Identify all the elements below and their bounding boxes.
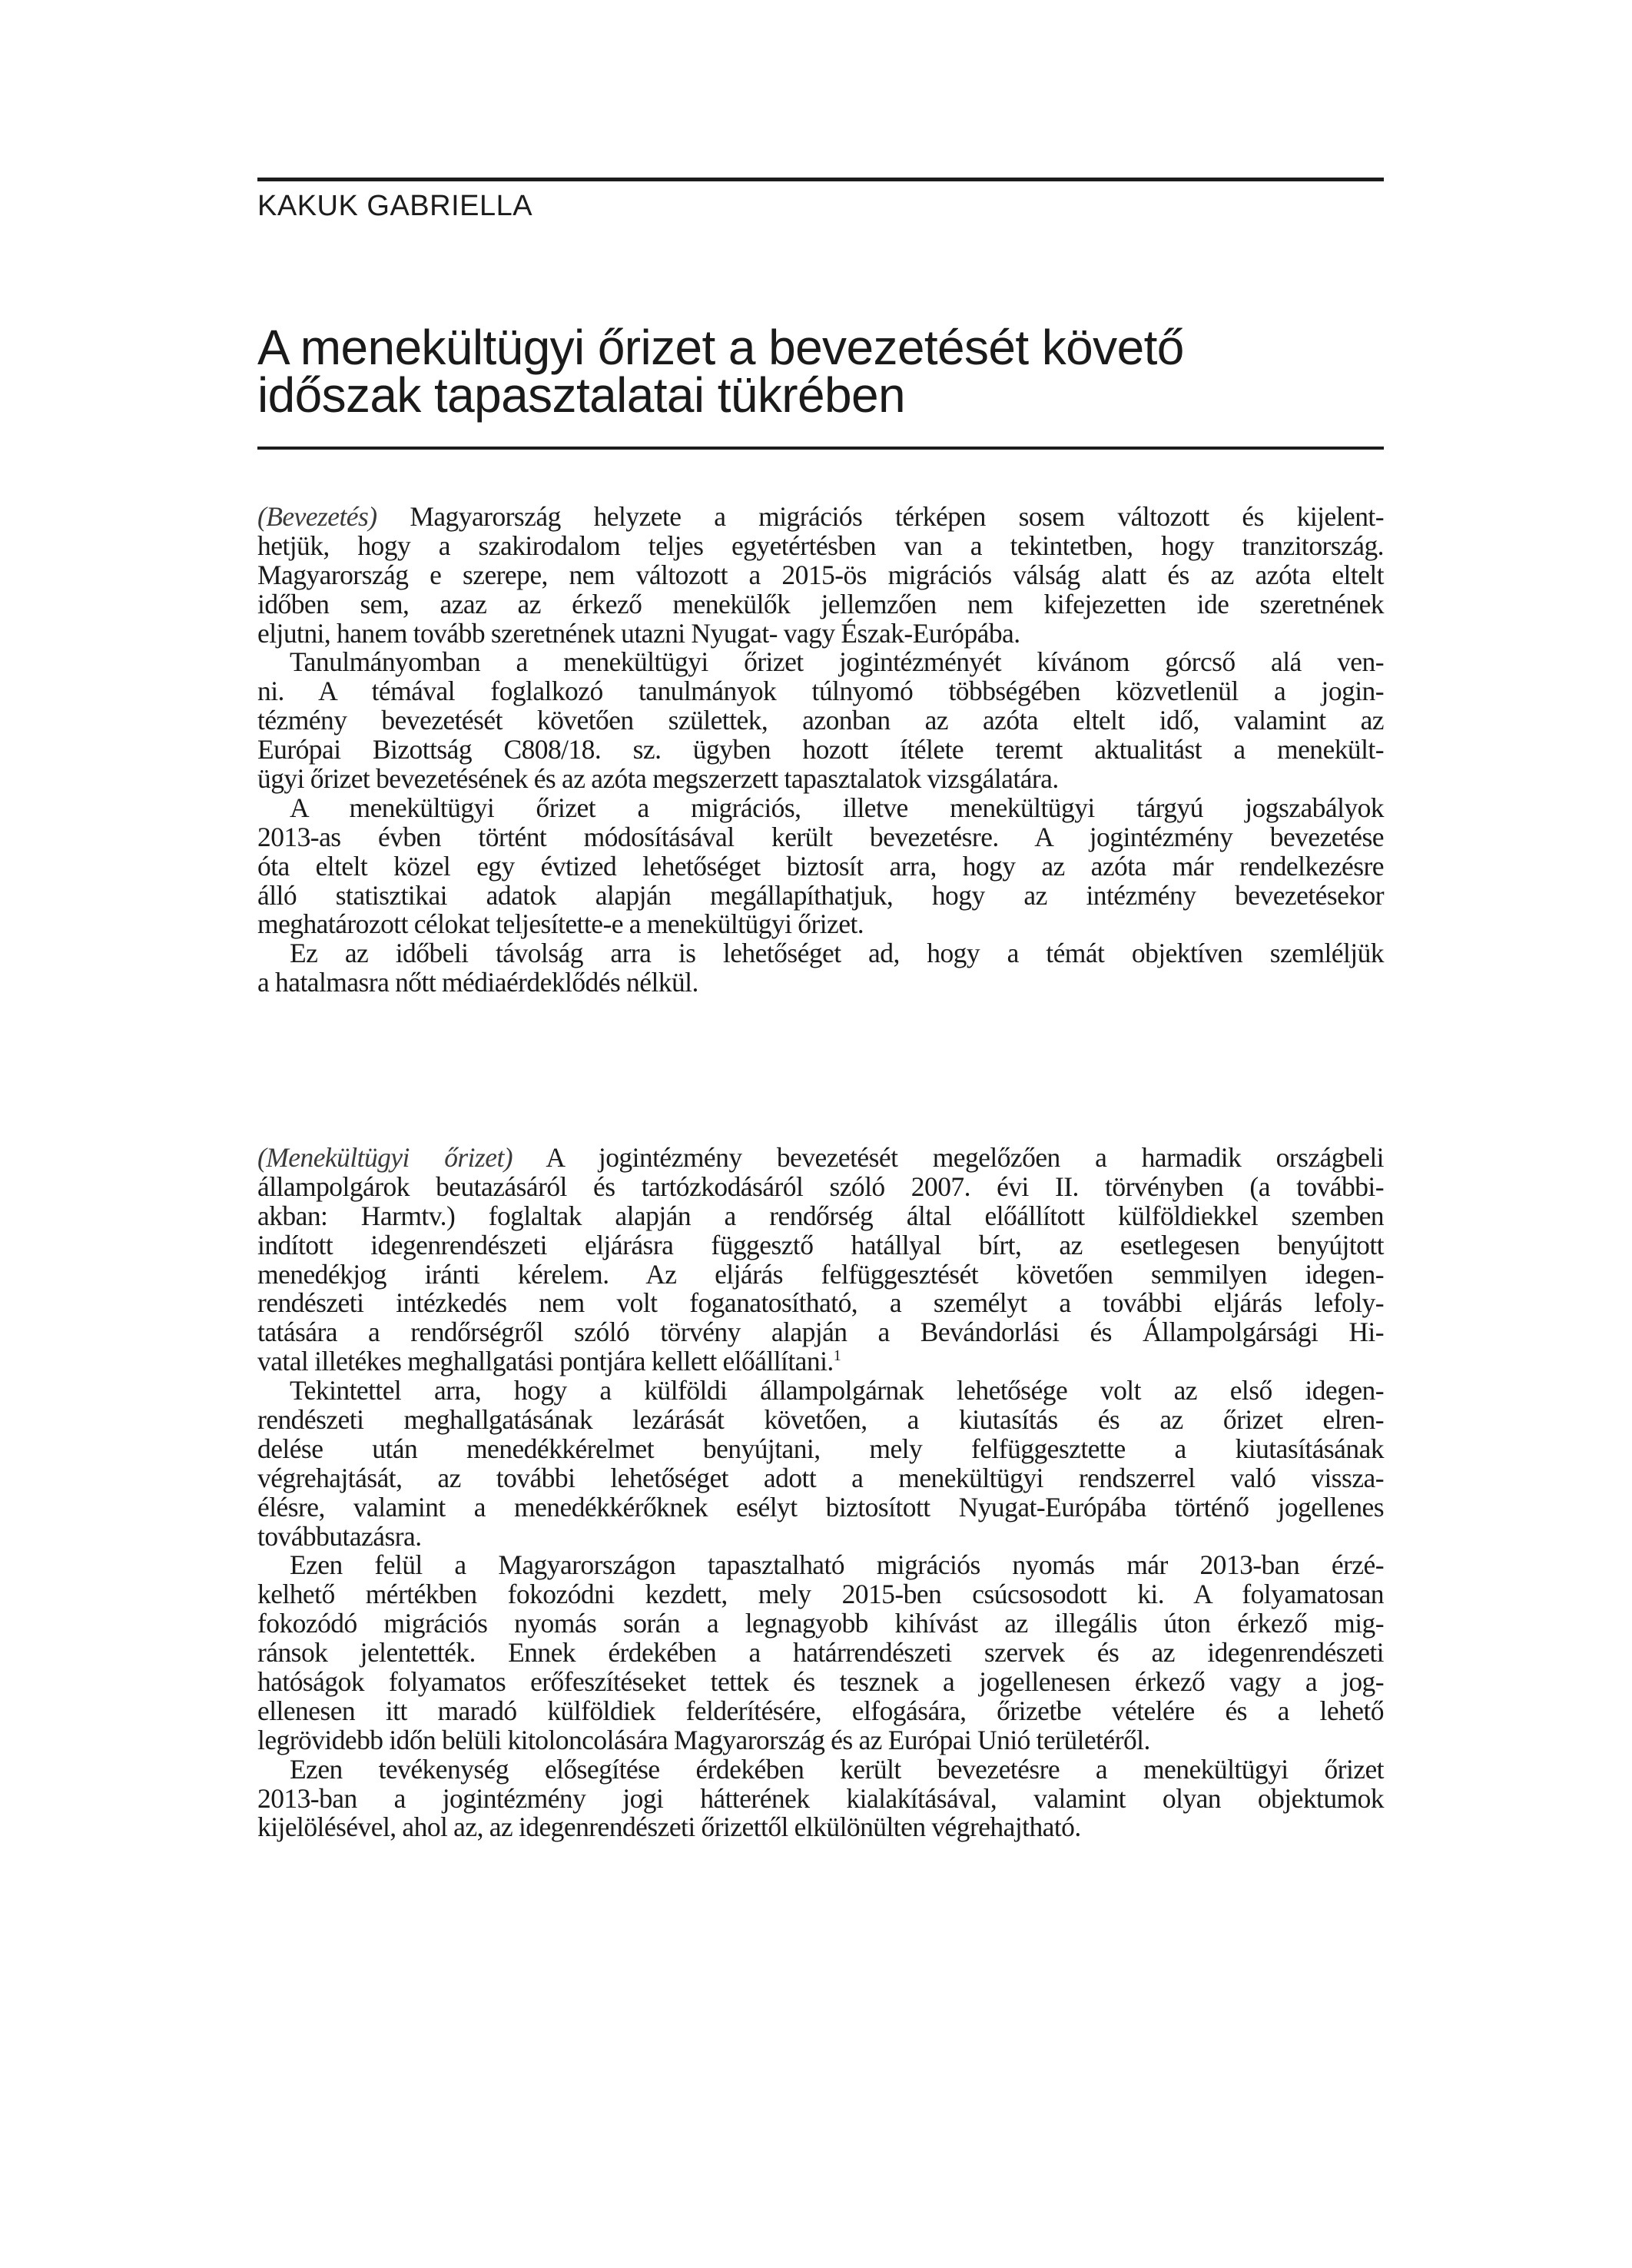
text-line: vatal illetékes meghallgatási pontjára kellett előállítani.$^1$ bbox=[257, 1346, 841, 1377]
text-line: kijelölésével, ahol az, az idegenrendészeti őrizettől elkülönülten végrehajtható. bbox=[257, 1811, 1081, 1843]
text-line: 2013-as évben történt módosításával került bevezetésre. A jogintézmény bevezetése bbox=[257, 821, 1384, 852]
text-line: fokozódó migrációs nyomás során a legnagyobb kihívást az illegális úton érkező mig- bbox=[257, 1608, 1384, 1639]
header-rule bbox=[257, 178, 1384, 181]
text-line: legrövidebb időn belüli kitoloncolására Magyarország és az Európai Unió területéről. bbox=[257, 1724, 1150, 1755]
section-label: (Menekültügyi őrizet) bbox=[257, 1142, 513, 1173]
text-line: 2013-ban a jogintézmény jogi hátterének kialakításával, valamint olyan objektumok bbox=[257, 1782, 1384, 1814]
text-line: Ezen felül a Magyarországon tapasztalható migrációs nyomás már 2013-ban érzé- bbox=[290, 1549, 1384, 1581]
text-line: óta eltelt közel egy évtized lehetőséget biztosít arra, hogy az azóta már rendelkezésre bbox=[257, 850, 1384, 882]
text-line: kelhető mértékben fokozódni kezdett, mely 2015-ben csúcsosodott ki. A folyamatosan bbox=[257, 1579, 1384, 1610]
text-line: Magyarország e szerepe, nem változott a 2015-ös migrációs válság alatt és az azóta eltelt bbox=[257, 559, 1384, 590]
text-line: A menekültügyi őrizet a migrációs, illetve menekültügyi tárgyú jogszabályok bbox=[290, 792, 1384, 823]
text-line: továbbutazásra. bbox=[257, 1520, 422, 1552]
text-line: időben sem, azaz az érkező menekülők jellemzően nem kifejezetten ide szeretnének bbox=[257, 588, 1384, 619]
section-asylum-detention bbox=[257, 1144, 1384, 1842]
paragraph bbox=[257, 503, 1384, 648]
text-line: indított idegenrendészeti eljárásra függesztő hatállyal bírt, az esetlegesen benyújtott bbox=[257, 1229, 1384, 1260]
text-line: ügyi őrizet bevezetésének és az azóta megszerzett tapasztalatok vizsgálatára. bbox=[257, 763, 1059, 795]
paragraph bbox=[257, 794, 1384, 939]
text-line: (Menekültügyi őrizet) A jogintézmény bevezetését megelőzően a harmadik országbeli bbox=[257, 1142, 1384, 1173]
paragraph bbox=[257, 939, 1384, 998]
text-line: menedékjog iránti kérelem. Az eljárás felfüggesztését követően semmilyen idegen- bbox=[257, 1258, 1384, 1290]
article-title bbox=[257, 320, 1384, 423]
text-line: élésre, valamint a menedékkérőknek esélyt biztosított Nyugat-Európába történő jogellenes bbox=[257, 1491, 1384, 1523]
text-line: Tanulmányomban a menekültügyi őrizet jogintézményét kívánom górcső alá ven- bbox=[290, 646, 1384, 678]
text-line: Tekintettel arra, hogy a külföldi állampolgárnak lehetősége volt az első idegen- bbox=[290, 1375, 1384, 1406]
paragraph bbox=[257, 1376, 1384, 1551]
paragraph bbox=[257, 648, 1384, 793]
text-line: hatóságok folyamatos erőfeszítéseket tettek és tesznek a jogellenesen érkező vagy a jog- bbox=[257, 1666, 1384, 1698]
text-line: eljutni, hanem tovább szeretnének utazni Nyugat- vagy Észak-Európába. bbox=[257, 617, 1020, 649]
text-line: ránsok jelentették. Ennek érdekében a határrendészeti szervek és az idegenrendészeti bbox=[257, 1637, 1384, 1669]
paragraph bbox=[257, 1144, 1384, 1376]
text-line: végrehajtását, az további lehetőséget adott a menekültügyi rendszerrel való vissza- bbox=[257, 1462, 1384, 1493]
text-line: Ezen tevékenység elősegítése érdekében került bevezetésre a menekültügyi őrizet bbox=[290, 1753, 1384, 1785]
text-line: ni. A témával foglalkozó tanulmányok túlnyomó többségében közvetlenül a jogin- bbox=[257, 676, 1384, 707]
section-introduction bbox=[257, 503, 1384, 998]
text-line: rendészeti intézkedés nem volt foganatosítható, a személyt a további eljárás lefoly- bbox=[257, 1287, 1384, 1319]
title-line: időszak tapasztalatai tükrében bbox=[257, 367, 905, 423]
text-line: rendészeti meghallgatásának lezárását követően, a kiutasítás és az őrizet elren- bbox=[257, 1404, 1384, 1436]
text-line: tézmény bevezetését követően születtek, azonban az azóta eltelt idő, valamint az bbox=[257, 705, 1384, 736]
text-line: delése után menedékkérelmet benyújtani, mely felfüggesztette a kiutasításának bbox=[257, 1433, 1384, 1464]
paragraph bbox=[257, 1551, 1384, 1755]
text-line: meghatározott célokat teljesítette-e a menekültügyi őrizet. bbox=[257, 908, 864, 940]
text-line: (Bevezetés) Magyarország helyzete a migrációs térképen sosem változott és kijelent- bbox=[257, 501, 1384, 532]
text-line: hetjük, hogy a szakirodalom teljes egyetértésben van a tekintetben, hogy tranzitország. bbox=[257, 530, 1384, 561]
footnote-marker[interactable]: 1 bbox=[833, 1347, 841, 1365]
text-line: Európai Bizottság C808/18. sz. ügyben hozott ítélete teremt aktualitást a menekült- bbox=[257, 734, 1384, 765]
paragraph bbox=[257, 1755, 1384, 1843]
title-line: A menekültügyi őrizet a bevezetését követő bbox=[257, 320, 1184, 375]
text-line: akban: Harmtv.) foglaltak alapján a rendőrség által előállított külföldiekkel szemben bbox=[257, 1200, 1384, 1231]
text-line: állampolgárok beutazásáról és tartózkodásáról szóló 2007. évi II. törvényben (a további- bbox=[257, 1171, 1384, 1202]
text-line: álló statisztikai adatok alapján megállapíthatjuk, hogy az intézmény bevezetésekor bbox=[257, 879, 1384, 911]
text-line: a hatalmasra nőtt médiaérdeklődés nélkül. bbox=[257, 967, 698, 998]
author-name: KAKUK GABRIELLA bbox=[257, 190, 533, 222]
title-rule bbox=[257, 447, 1384, 450]
text-line: ellenesen itt maradó külföldiek felderítésére, elfogására, őrizetbe vételére és a lehető bbox=[257, 1695, 1384, 1726]
text-line: Ez az időbeli távolság arra is lehetőséget ad, hogy a témát objektíven szemléljük bbox=[290, 938, 1384, 969]
section-label: (Bevezetés) bbox=[257, 501, 377, 532]
text-line: tatására a rendőrségről szóló törvény alapján a Bevándorlási és Állampolgársági Hi- bbox=[257, 1317, 1384, 1348]
